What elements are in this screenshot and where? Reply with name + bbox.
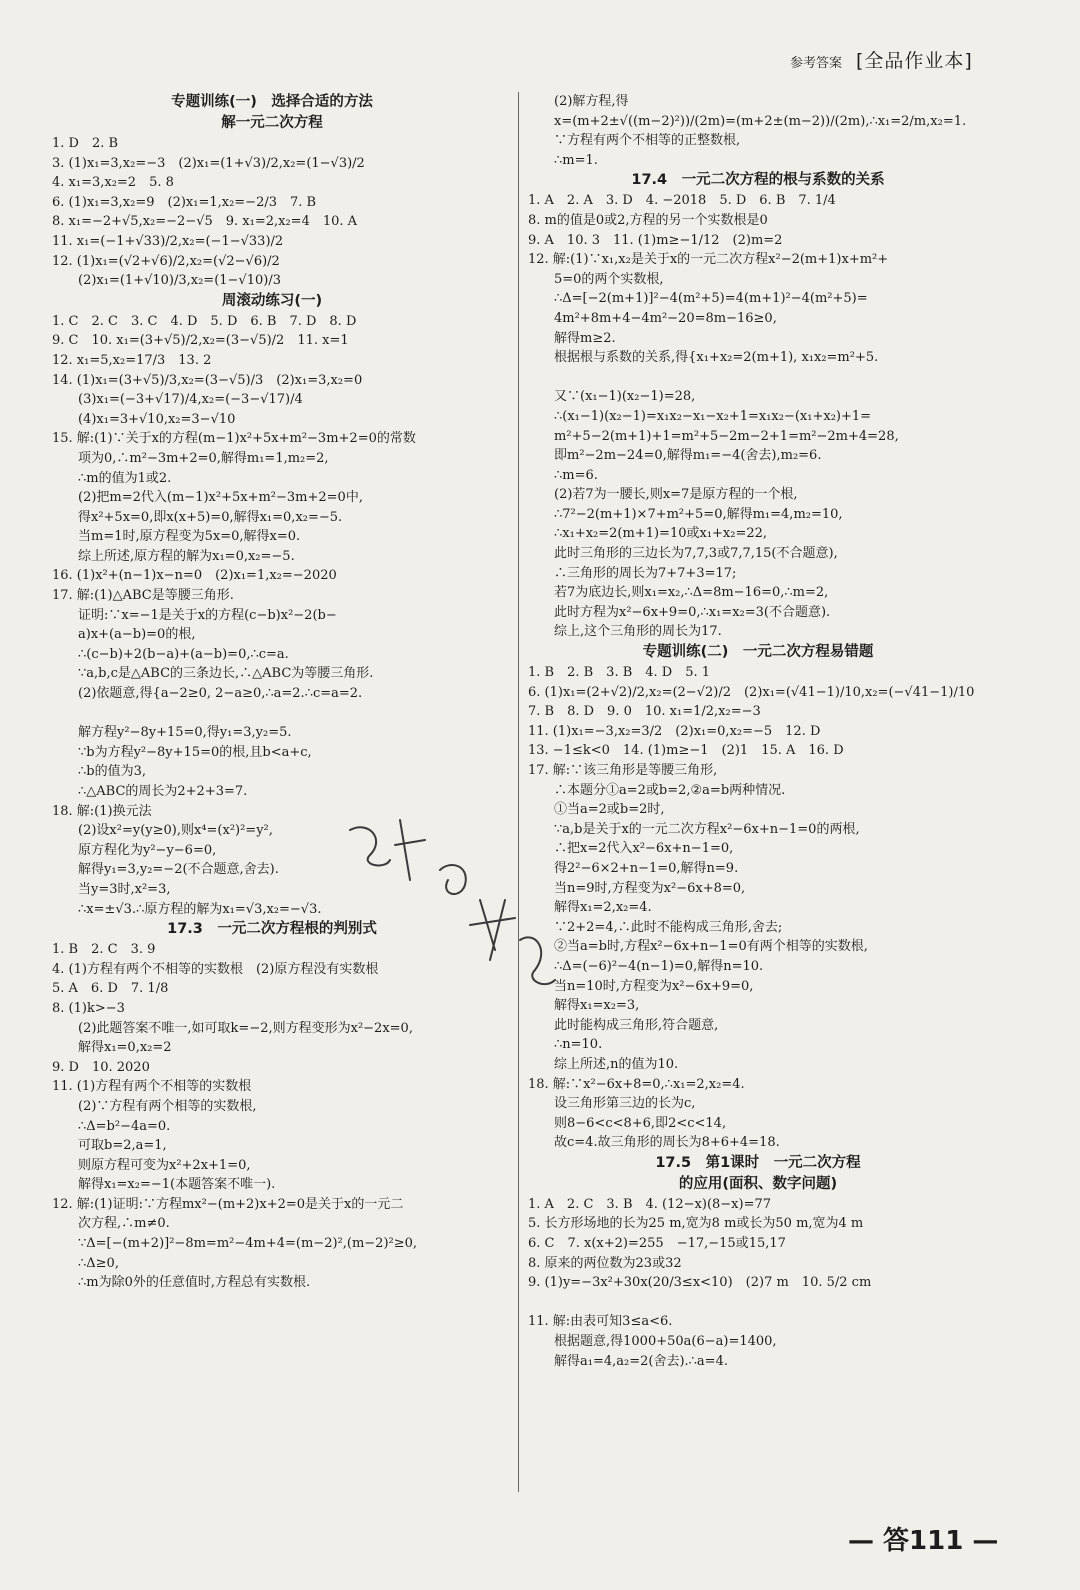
answer-line: 12. 解:(1)∵x₁,x₂是关于x的一元二次方程x²−2(m+1)x+m²+ <box>528 252 889 268</box>
answer-line: 11. (1)x₁=−3,x₂=3/2 (2)x₁=0,x₂=−5 12. D <box>528 723 821 739</box>
section-heading: 17.5 第1课时 一元二次方程 <box>655 1154 861 1171</box>
section-heading: 周滚动练习(一) <box>221 292 323 309</box>
answer-line: 6. (1)x₁=3,x₂=9 (2)x₁=1,x₂=−2/3 7. B <box>52 194 317 210</box>
answer-line: 1. D 2. B <box>52 136 119 151</box>
answer-line: 得2²−6×2+n−1=0,解得n=9. <box>554 860 739 876</box>
left-column <box>52 92 492 1293</box>
right-column <box>528 92 988 1371</box>
answer-line: 证明:∵x=−1是关于x的方程(c−b)x²−2(b− <box>78 607 337 623</box>
answer-line: ∵Δ=[−(m+2)]²−8m=m²−4m+4=(m−2)²,(m−2)²≥0, <box>78 1236 418 1252</box>
answer-line: 11. (1)方程有两个不相等的实数根 <box>52 1079 252 1095</box>
answer-line: 12. x₁=5,x₂=17/3 13. 2 <box>52 352 212 368</box>
answer-line: (2)依题意,得{a−2≥0, 2−a≥0,∴a=2.∴c=a=2. <box>78 686 363 702</box>
answer-line: 4. (1)方程有两个不相等的实数根 (2)原方程没有实数根 <box>52 961 379 977</box>
answer-line: 综上所述,n的值为10. <box>554 1056 679 1072</box>
answer-line: 解得x₁=x₂=3, <box>554 998 640 1014</box>
answer-line: 16. (1)x²+(n−1)x−n=0 (2)x₁=1,x₂=−2020 <box>52 568 337 584</box>
answer-line <box>528 1293 988 1313</box>
answer-line: 即m²−2m−24=0,解得m₁=−4(舍去),m₂=6. <box>554 448 822 464</box>
answer-line: ∵a,b,c是△ABC的三条边长,∴△ABC为等腰三角形. <box>78 666 374 682</box>
answer-line: 1. C 2. C 3. C 4. D 5. D 6. B 7. D 8. D <box>52 313 357 329</box>
answer-line: 8. 原来的两位数为23或32 <box>528 1255 682 1271</box>
answer-line: ∴b的值为3, <box>78 764 146 780</box>
answer-line: ∴Δ=[−2(m+1)]²−4(m²+5)=4(m+1)²−4(m²+5)= <box>554 291 868 307</box>
header-tag: 参考答案 <box>790 56 843 71</box>
answer-line: ∴m为除0外的任意值时,方程总有实数根. <box>78 1275 311 1291</box>
answer-line: 6. C 7. x(x+2)=255 −17,−15或15,17 <box>528 1236 786 1252</box>
answer-line: x=(m+2±√((m−2)²))/(2m)=(m+2±(m−2))/(2m),∴x₁=2/m,x₂=1. <box>554 113 967 129</box>
answer-line: 8. m的值是0或2,方程的另一个实数根是0 <box>528 212 768 228</box>
answer-line: ∴x=±√3.∴原方程的解为x₁=√3,x₂=−√3. <box>78 901 322 917</box>
answer-line: ②当a=b时,方程x²−6x+n−1=0有两个相等的实数根, <box>554 939 868 955</box>
answer-line: 此时方程为x²−6x+9=0,∴x₁=x₂=3(不合题意). <box>554 604 831 620</box>
answer-line: ∵2+2=4,∴此时不能构成三角形,舍去; <box>554 919 783 935</box>
answer-line: 5. A 6. D 7. 1/8 <box>52 981 169 997</box>
answer-line: 9. C 10. x₁=(3+√5)/2,x₂=(3−√5)/2 11. x=1 <box>52 333 349 349</box>
answer-line: ∴△ABC的周长为2+2+3=7. <box>78 784 248 799</box>
answer-line <box>52 704 492 724</box>
answer-line: (2)解方程,得 <box>554 94 629 109</box>
answer-line: m²+5−2(m+1)+1=m²+5−2m−2+1=m²−2m+4=28, <box>554 428 899 444</box>
answer-line: ∴m=6. <box>554 467 598 483</box>
answer-line: 可取b=2,a=1, <box>78 1138 167 1154</box>
answer-line: 次方程,∴m≠0. <box>78 1216 170 1232</box>
answer-line: 得x²+5x=0,即x(x+5)=0,解得x₁=0,x₂=−5. <box>78 509 343 525</box>
answer-line: 9. D 10. 2020 <box>52 1059 150 1075</box>
answer-line: 18. 解:∵x²−6x+8=0,∴x₁=2,x₂=4. <box>528 1076 745 1092</box>
answer-line: ∴把x=2代入x²−6x+n−1=0, <box>554 841 734 857</box>
page-number: — 答111 — <box>848 1526 999 1556</box>
answer-line: ∴n=10. <box>554 1037 603 1053</box>
answer-line <box>528 368 988 388</box>
answer-line: 8. (1)k>−3 <box>52 1000 125 1016</box>
answer-line: ∴Δ=b²−4a=0. <box>78 1118 171 1134</box>
answer-line: ∴Δ=(−6)²−4(n−1)=0,解得n=10. <box>554 958 764 974</box>
answer-line: 15. 解:(1)∵关于x的方程(m−1)x²+5x+m²−3m+2=0的常数 <box>52 431 416 447</box>
answer-line: 14. (1)x₁=(3+√5)/3,x₂=(3−√5)/3 (2)x₁=3,x₂=0 <box>52 372 363 388</box>
answer-line: 解得x₁=2,x₂=4. <box>554 900 652 916</box>
answer-line: (2)∵方程有两个相等的实数根, <box>78 1098 257 1114</box>
answer-line: 综上,这个三角形的周长为17. <box>554 624 722 640</box>
answer-line: 解得y₁=3,y₂=−2(不合题意,舍去). <box>78 862 279 878</box>
section-heading: 专题训练(一) 选择合适的方法 <box>171 94 373 110</box>
answer-line: 8. x₁=−2+√5,x₂=−2−√5 9. x₁=2,x₂=4 10. A <box>52 214 358 230</box>
answer-line: (2)把m=2代入(m−1)x²+5x+m²−3m+2=0中, <box>78 490 363 506</box>
answer-line: 11. 解:由表可知3≤a<6. <box>528 1314 673 1330</box>
answer-line: 原方程化为y²−y−6=0, <box>78 842 217 858</box>
answer-line: 6. (1)x₁=(2+√2)/2,x₂=(2−√2)/2 (2)x₁=(√41−1)/10,x₂=(−√41−1)/10 <box>528 684 975 700</box>
answer-line: 5. 长方形场地的长为25 m,宽为8 m或长为50 m,宽为4 m <box>528 1216 864 1232</box>
answer-line: 1. A 2. C 3. B 4. (12−x)(8−x)=77 <box>528 1196 772 1212</box>
answer-line: ∵b为方程y²−8y+15=0的根,且b<a+c, <box>78 744 312 760</box>
answer-line: 1. A 2. A 3. D 4. −2018 5. D 6. B 7. 1/4 <box>528 193 836 209</box>
answer-line: 5=0的两个实数根, <box>554 271 664 287</box>
answer-line: 4m²+8m+4−4m²−20=8m−16≥0, <box>554 310 777 326</box>
answer-line: 又∵(x₁−1)(x₂−1)=28, <box>554 389 696 405</box>
answer-line: ∴x₁+x₂=2(m+1)=10或x₁+x₂=22, <box>554 526 768 542</box>
answer-line: ∵方程有两个不相等的正整数根, <box>554 133 741 149</box>
answer-line: 则8−6<c<8+6,即2<c<14, <box>554 1115 727 1131</box>
answer-line: 1. B 2. B 3. B 4. D 5. 1 <box>528 665 711 681</box>
answer-line: 当n=10时,方程变为x²−6x+9=0, <box>554 978 754 994</box>
answer-line: 11. x₁=(−1+√33)/2,x₂=(−1−√33)/2 <box>52 233 284 249</box>
column-divider <box>518 92 519 1492</box>
answer-line: ∴Δ≥0, <box>78 1255 119 1271</box>
answer-line: (2)若7为一腰长,则x=7是原方程的一个根, <box>554 487 798 503</box>
answer-line: 解方程y²−8y+15=0,得y₁=3,y₂=5. <box>78 725 292 741</box>
answer-line: a)x+(a−b)=0的根, <box>78 627 196 643</box>
section-heading: 的应用(面积、数字问题) <box>678 1175 838 1192</box>
answer-line: 当y=3时,x²=3, <box>78 881 171 897</box>
answer-line: 18. 解:(1)换元法 <box>52 803 152 819</box>
answer-line: (3)x₁=(−3+√17)/4,x₂=(−3−√17)/4 <box>78 392 303 408</box>
section-heading: 解一元二次方程 <box>221 115 323 131</box>
answer-line: 12. 解:(1)证明:∵方程mx²−(m+2)x+2=0是关于x的一元二 <box>52 1196 404 1212</box>
answer-line: ∴三角形的周长为7+7+3=17; <box>554 565 737 581</box>
answer-line: 解得a₁=4,a₂=2(舍去).∴a=4. <box>554 1353 728 1369</box>
answer-line: 解得x₁=x₂=−1(本题答案不唯一). <box>78 1177 276 1193</box>
answer-line: 17. 解:(1)△ABC是等腰三角形. <box>52 588 234 604</box>
answer-line: 17. 解:∵该三角形是等腰三角形, <box>528 763 718 778</box>
answer-line: 4. x₁=3,x₂=2 5. 8 <box>52 175 174 191</box>
answer-line: 根据根与系数的关系,得{x₁+x₂=2(m+1), x₁x₂=m²+5. <box>554 350 879 366</box>
answer-line: 根据题意,得1000+50a(6−a)=1400, <box>554 1334 777 1350</box>
answer-line: 12. (1)x₁=(√2+√6)/2,x₂=(√2−√6)/2 <box>52 253 280 269</box>
answer-line: 解得x₁=0,x₂=2 <box>78 1040 172 1056</box>
section-heading: 专题训练(二) 一元二次方程易错题 <box>642 644 874 661</box>
answer-line: (4)x₁=3+√10,x₂=3−√10 <box>78 411 236 427</box>
answer-line: 此时能构成三角形,符合题意, <box>554 1017 719 1033</box>
answer-line: 则原方程可变为x²+2x+1=0, <box>78 1157 251 1173</box>
answer-line: 当n=9时,方程变为x²−6x+8=0, <box>554 880 746 896</box>
answer-line: ∴m的值为1或2. <box>78 470 172 486</box>
answer-line: 项为0,∴m²−3m+2=0,解得m₁=1,m₂=2, <box>78 450 329 466</box>
answer-line: (2)此题答案不唯一,如可取k=−2,则方程变形为x²−2x=0, <box>78 1020 413 1036</box>
header-brand: [全品作业本] <box>856 50 973 72</box>
handwritten-watermark <box>330 800 570 1000</box>
answer-line: (2)设x²=y(y≥0),则x⁴=(x²)²=y², <box>78 823 273 839</box>
answer-line: 综上所述,原方程的解为x₁=0,x₂=−5. <box>78 548 295 564</box>
answer-line: ①当a=2或b=2时, <box>554 802 665 818</box>
answer-line: ∴7²−2(m+1)×7+m²+5=0,解得m₁=4,m₂=10, <box>554 506 843 522</box>
answer-line: 9. (1)y=−3x²+30x(20/3≤x<10) (2)7 m 10. 5/2 cm <box>528 1275 872 1291</box>
section-heading: 17.3 一元二次方程根的判别式 <box>167 921 377 938</box>
answer-line: ∴本题分①a=2或b=2,②a=b两种情况. <box>554 782 786 798</box>
answer-line: 1. B 2. C 3. 9 <box>52 942 156 958</box>
answer-line: ∴m=1. <box>554 152 598 168</box>
answer-line: 9. A 10. 3 11. (1)m≥−1/12 (2)m=2 <box>528 232 783 248</box>
answer-line: 设三角形第三边的长为c, <box>554 1096 696 1112</box>
answer-line: 此时三角形的三边长为7,7,3或7,7,15(不合题意), <box>554 546 838 562</box>
answer-line: ∴(c−b)+2(b−a)+(a−b)=0,∴c=a. <box>78 646 289 662</box>
section-heading: 17.4 一元二次方程的根与系数的关系 <box>631 172 885 189</box>
answer-line: 3. (1)x₁=3,x₂=−3 (2)x₁=(1+√3)/2,x₂=(1−√3)/2 <box>52 155 365 171</box>
answer-line: 解得m≥2. <box>554 330 616 346</box>
answer-line: 13. −1≤k<0 14. (1)m≥−1 (2)1 15. A 16. D <box>528 743 844 759</box>
answer-line: 若7为底边长,则x₁=x₂,∴Δ=8m−16=0,∴m=2, <box>554 585 829 601</box>
answer-line: ∵a,b是关于x的一元二次方程x²−6x+n−1=0的两根, <box>554 821 860 837</box>
answer-line: 故c=4.故三角形的周长为8+6+4=18. <box>554 1135 780 1151</box>
answer-line: ∴(x₁−1)(x₂−1)=x₁x₂−x₁−x₂+1=x₁x₂−(x₁+x₂)+1= <box>554 408 872 424</box>
answer-line: (2)x₁=(1+√10)/3,x₂=(1−√10)/3 <box>78 273 281 289</box>
answer-line: 7. B 8. D 9. 0 10. x₁=1/2,x₂=−3 <box>528 704 761 720</box>
answer-line: 当m=1时,原方程变为5x=0,解得x=0. <box>78 529 301 545</box>
